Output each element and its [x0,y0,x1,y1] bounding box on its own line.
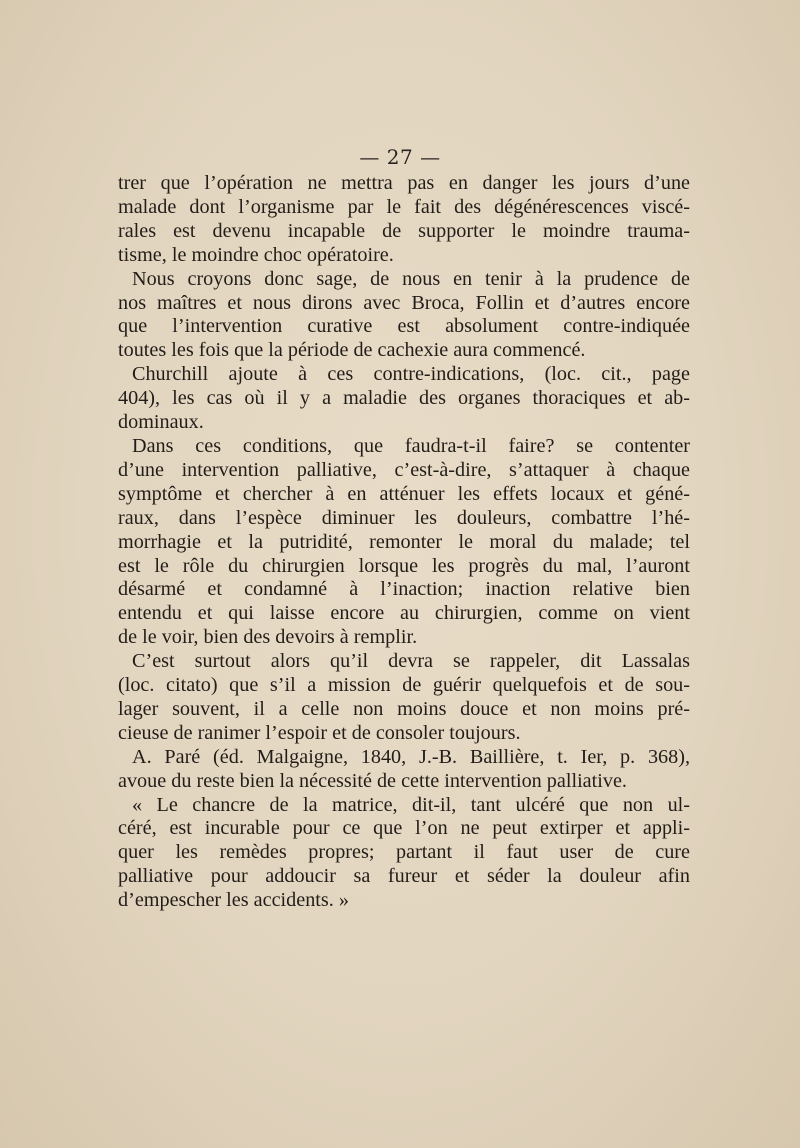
text-line: d’une intervention palliative, c’est-à-dire, s’attaquer à chaque [118,458,690,481]
text-line: d’empescher les accidents. » [118,889,349,912]
text-line: de le voir, bien des devoirs à remplir. [118,626,418,649]
text-line: tisme, le moindre choc opératoire. [118,243,394,266]
text-line: cieuse de ranimer l’espoir et de consoler toujours. [118,721,521,744]
text-line: malade dont l’organisme par le fait des dégénérescences viscé- [118,195,690,218]
text-line: est le rôle du chirurgien lorsque les progrès du mal, l’auront [118,554,690,577]
text-line: désarmé et condamné à l’inaction; inaction relative bien [118,578,690,601]
text-line: symptôme et chercher à en atténuer les effets locaux et géné- [118,482,690,505]
text-line: raux, dans l’espèce diminuer les douleurs, combattre l’hé- [118,506,690,529]
text-line: entendu et qui laisse encore au chirurgien, comme on vient [118,602,690,625]
text-line: nos maîtres et nous dirons avec Broca, Follin et d’autres encore [118,291,690,314]
text-line: Churchill ajoute à ces contre-indications, (loc. cit., page [132,363,690,386]
body-text [118,172,690,913]
text-line: dominaux. [118,411,204,434]
text-line: trer que l’opération ne mettra pas en danger les jours d’une [118,172,690,194]
text-line: lager souvent, il a celle non moins douce et non moins pré- [118,697,690,720]
page-number: — 27 — [359,145,441,169]
text-line: Dans ces conditions, que faudra-t-il faire? se contenter [132,434,690,457]
text-line: que l’intervention curative est absolument contre-indiquée [118,315,690,338]
text-line: A. Paré (éd. Malgaigne, 1840, J.-B. Baillière, t. Ier, p. 368), [132,745,690,768]
text-line: « Le chancre de la matrice, dit-il, tant ulcéré que non ul- [132,793,690,816]
text-line: morrhagie et la putridité, remonter le moral du malade; tel [118,530,690,553]
text-line: palliative pour addoucir sa fureur et séder la douleur afin [118,865,690,888]
text-line: quer les remèdes propres; partant il faut user de cure [118,841,690,864]
text-line: rales est devenu incapable de supporter le moindre trauma- [118,219,690,242]
text-line: C’est surtout alors qu’il devra se rappeler, dit Lassalas [132,650,690,673]
text-line: (loc. citato) que s’il a mission de guérir quelquefois et de sou- [118,674,690,697]
text-line: avoue du reste bien la nécessité de cette intervention palliative. [118,769,627,792]
text-line: céré, est incurable pour ce que l’on ne peut extirper et appli- [118,817,690,840]
text-line: Nous croyons donc sage, de nous en tenir à la prudence de [132,267,690,290]
text-line: 404), les cas où il y a maladie des organes thoraciques et ab- [118,387,690,410]
text-line: toutes les fois que la période de cachexie aura commencé. [118,339,586,362]
